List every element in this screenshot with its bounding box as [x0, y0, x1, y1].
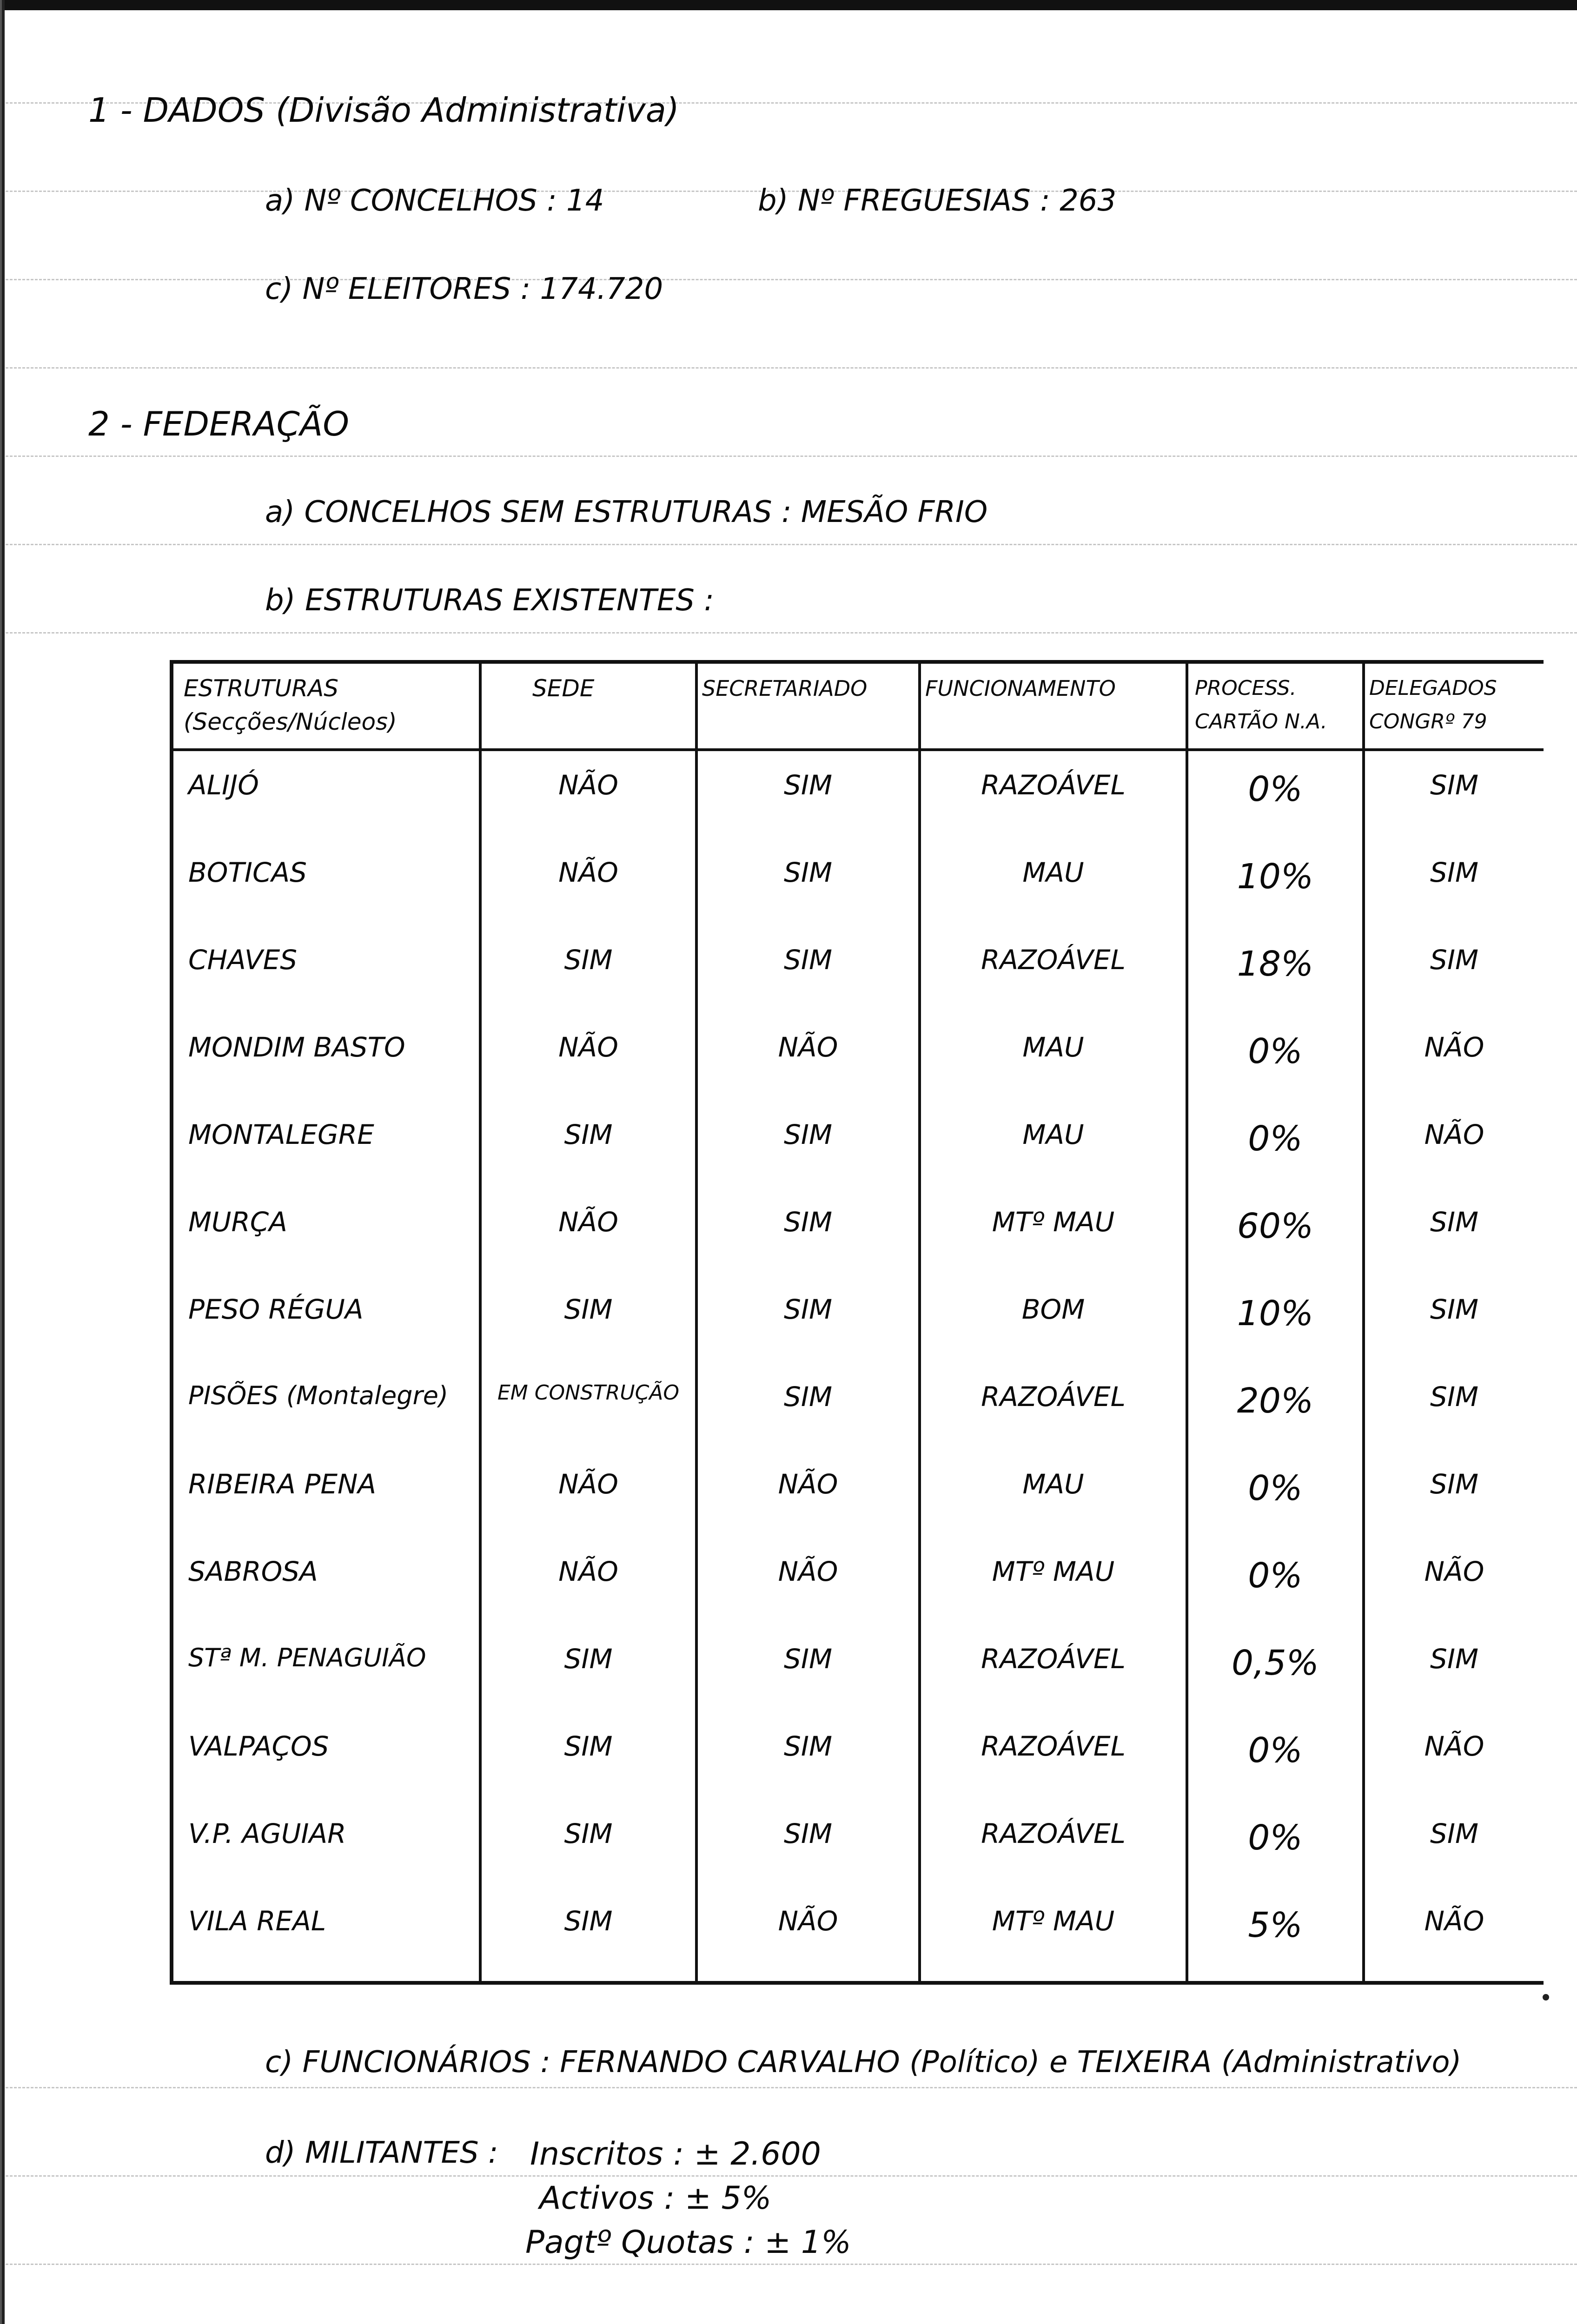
ruled-line [6, 2264, 1577, 2265]
num-concelhos: a) Nº CONCELHOS : 14 [265, 184, 604, 218]
cell-delegados: NÃO [1424, 1556, 1484, 1587]
header-process-line1: PROCESS. [1195, 676, 1297, 700]
militantes-label: d) MILITANTES : [265, 2136, 498, 2170]
cell-process: 5% [1248, 1905, 1303, 1945]
ink-dot [1543, 1994, 1549, 2000]
cell-process: 0% [1248, 1556, 1303, 1596]
ruled-line [6, 367, 1577, 369]
ruled-line [6, 544, 1577, 545]
cell-estrutura: BOTICAS [188, 857, 307, 888]
cell-delegados: SIM [1430, 1381, 1478, 1413]
header-funcionamento: FUNCIONAMENTO [925, 676, 1116, 701]
cell-funcionamento: RAZOÁVEL [981, 944, 1126, 976]
section-2-title: 2 - FEDERAÇÃO [88, 404, 349, 443]
cell-funcionamento: RAZOÁVEL [981, 1818, 1126, 1849]
funcionarios: c) FUNCIONÁRIOS : FERNANDO CARVALHO (Político) e TEIXEIRA (Administrativo) [265, 2045, 1462, 2080]
cell-secretariado: SIM [784, 1206, 832, 1238]
cell-secretariado: NÃO [778, 1031, 838, 1063]
cell-delegados: NÃO [1424, 1730, 1484, 1762]
cell-funcionamento: RAZOÁVEL [981, 1730, 1126, 1762]
header-sede: SEDE [532, 675, 595, 702]
cell-delegados: SIM [1430, 769, 1478, 801]
cell-process: 20% [1237, 1381, 1314, 1421]
cell-delegados: NÃO [1424, 1031, 1484, 1063]
cell-estrutura: MURÇA [188, 1206, 287, 1238]
cell-funcionamento: MAU [1022, 857, 1084, 888]
cell-sede: NÃO [558, 769, 618, 801]
cell-process: 60% [1237, 1206, 1314, 1246]
page-top-border [0, 0, 1577, 10]
cell-delegados: NÃO [1424, 1905, 1484, 1937]
cell-process: 0% [1248, 769, 1303, 809]
ruled-line [6, 456, 1577, 457]
cell-process: 0,5% [1232, 1643, 1319, 1683]
header-delegados-line1: DELEGADOS [1369, 676, 1497, 700]
header-delegados-line2: CONGRº 79 [1369, 710, 1487, 733]
table-header-divider [170, 748, 1544, 751]
militantes-quotas: Pagtº Quotas : ± 1% [525, 2224, 851, 2261]
cell-secretariado: SIM [784, 1818, 832, 1849]
cell-secretariado: NÃO [778, 1468, 838, 1500]
cell-process: 10% [1237, 857, 1314, 897]
cell-process: 0% [1248, 1119, 1303, 1159]
cell-process: 0% [1248, 1730, 1303, 1770]
cell-estrutura: PESO RÉGUA [188, 1294, 364, 1325]
cell-sede: NÃO [558, 857, 618, 888]
table-border-bottom [170, 1981, 1544, 1985]
cell-funcionamento: RAZOÁVEL [981, 1381, 1126, 1413]
num-freguesias: b) Nº FREGUESIAS : 263 [758, 184, 1117, 218]
header-delegados [1369, 672, 1497, 739]
cell-delegados: SIM [1430, 944, 1478, 976]
cell-funcionamento: BOM [1021, 1294, 1085, 1325]
cell-estrutura: ALIJÓ [188, 769, 259, 801]
cell-estrutura: V.P. AGUIAR [188, 1818, 346, 1849]
cell-funcionamento: RAZOÁVEL [981, 769, 1126, 801]
militantes-activos: Activos : ± 5% [539, 2180, 772, 2217]
cell-sede: NÃO [558, 1468, 618, 1500]
cell-estrutura: VILA REAL [188, 1905, 326, 1937]
header-secretariado: SECRETARIADO [702, 676, 868, 701]
estruturas-table [170, 660, 1544, 1985]
table-border-top [170, 660, 1544, 664]
cell-estrutura: MONTALEGRE [188, 1119, 374, 1150]
num-eleitores: c) Nº ELEITORES : 174.720 [265, 272, 663, 306]
cell-process: 0% [1248, 1468, 1303, 1508]
page-left-edge [0, 0, 2, 2324]
cell-estrutura: MONDIM BASTO [188, 1031, 405, 1063]
cell-sede: SIM [564, 1294, 613, 1325]
cell-secretariado: SIM [784, 1381, 832, 1413]
cell-delegados: SIM [1430, 1468, 1478, 1500]
ruled-line [6, 632, 1577, 634]
cell-secretariado: SIM [784, 857, 832, 888]
cell-funcionamento: RAZOÁVEL [981, 1643, 1126, 1675]
cell-sede: EM CONSTRUÇÃO [497, 1381, 680, 1405]
cell-secretariado: SIM [784, 1294, 832, 1325]
cell-sede: SIM [564, 1643, 613, 1675]
cell-funcionamento: MTº MAU [992, 1905, 1115, 1937]
cell-secretariado: SIM [784, 1730, 832, 1762]
cell-secretariado: SIM [784, 944, 832, 976]
cell-funcionamento: MTº MAU [992, 1206, 1115, 1238]
cell-delegados: SIM [1430, 1206, 1478, 1238]
cell-estrutura: VALPAÇOS [188, 1730, 329, 1762]
cell-process: 18% [1237, 944, 1314, 984]
cell-delegados: SIM [1430, 1818, 1478, 1849]
ruled-line [6, 2087, 1577, 2088]
cell-delegados: SIM [1430, 857, 1478, 888]
header-estruturas [184, 672, 397, 739]
cell-secretariado: NÃO [778, 1556, 838, 1587]
cell-delegados: NÃO [1424, 1119, 1484, 1150]
header-process [1195, 672, 1327, 739]
cell-process: 0% [1248, 1031, 1303, 1071]
cell-estrutura: CHAVES [188, 944, 298, 976]
header-estruturas-line1: ESTRUTURAS [184, 675, 339, 702]
cell-sede: NÃO [558, 1031, 618, 1063]
header-process-line2: CARTÃO N.A. [1195, 710, 1327, 733]
cell-sede: NÃO [558, 1206, 618, 1238]
cell-sede: NÃO [558, 1556, 618, 1587]
table-border-left [170, 660, 173, 1985]
cell-secretariado: SIM [784, 1119, 832, 1150]
cell-delegados: SIM [1430, 1643, 1478, 1675]
cell-funcionamento: MAU [1022, 1119, 1084, 1150]
cell-estrutura: RIBEIRA PENA [188, 1468, 377, 1500]
cell-secretariado: NÃO [778, 1905, 838, 1937]
estruturas-existentes: b) ESTRUTURAS EXISTENTES : [265, 583, 714, 618]
ruled-line [6, 2175, 1577, 2177]
cell-sede: SIM [564, 1905, 613, 1937]
cell-funcionamento: MAU [1022, 1468, 1084, 1500]
section-1-title: 1 - DADOS (Divisão Administrativa) [88, 91, 679, 130]
cell-sede: SIM [564, 1119, 613, 1150]
cell-funcionamento: MAU [1022, 1031, 1084, 1063]
cell-sede: SIM [564, 944, 613, 976]
cell-funcionamento: MTº MAU [992, 1556, 1115, 1587]
cell-process: 10% [1237, 1294, 1314, 1334]
cell-secretariado: SIM [784, 769, 832, 801]
militantes-inscritos: Inscritos : ± 2.600 [530, 2136, 821, 2172]
concelhos-sem-estruturas: a) CONCELHOS SEM ESTRUTURAS : MESÃO FRIO [265, 495, 988, 529]
cell-sede: SIM [564, 1730, 613, 1762]
cell-secretariado: SIM [784, 1643, 832, 1675]
header-estruturas-line2: (Secções/Núcleos) [184, 708, 397, 735]
cell-estrutura: PISÕES (Montalegre) [188, 1381, 449, 1410]
cell-process: 0% [1248, 1818, 1303, 1858]
cell-estrutura: SABROSA [188, 1556, 318, 1587]
cell-estrutura: STª M. PENAGUIÃO [188, 1643, 426, 1672]
ruled-line [6, 279, 1577, 280]
cell-delegados: SIM [1430, 1294, 1478, 1325]
cell-sede: SIM [564, 1818, 613, 1849]
